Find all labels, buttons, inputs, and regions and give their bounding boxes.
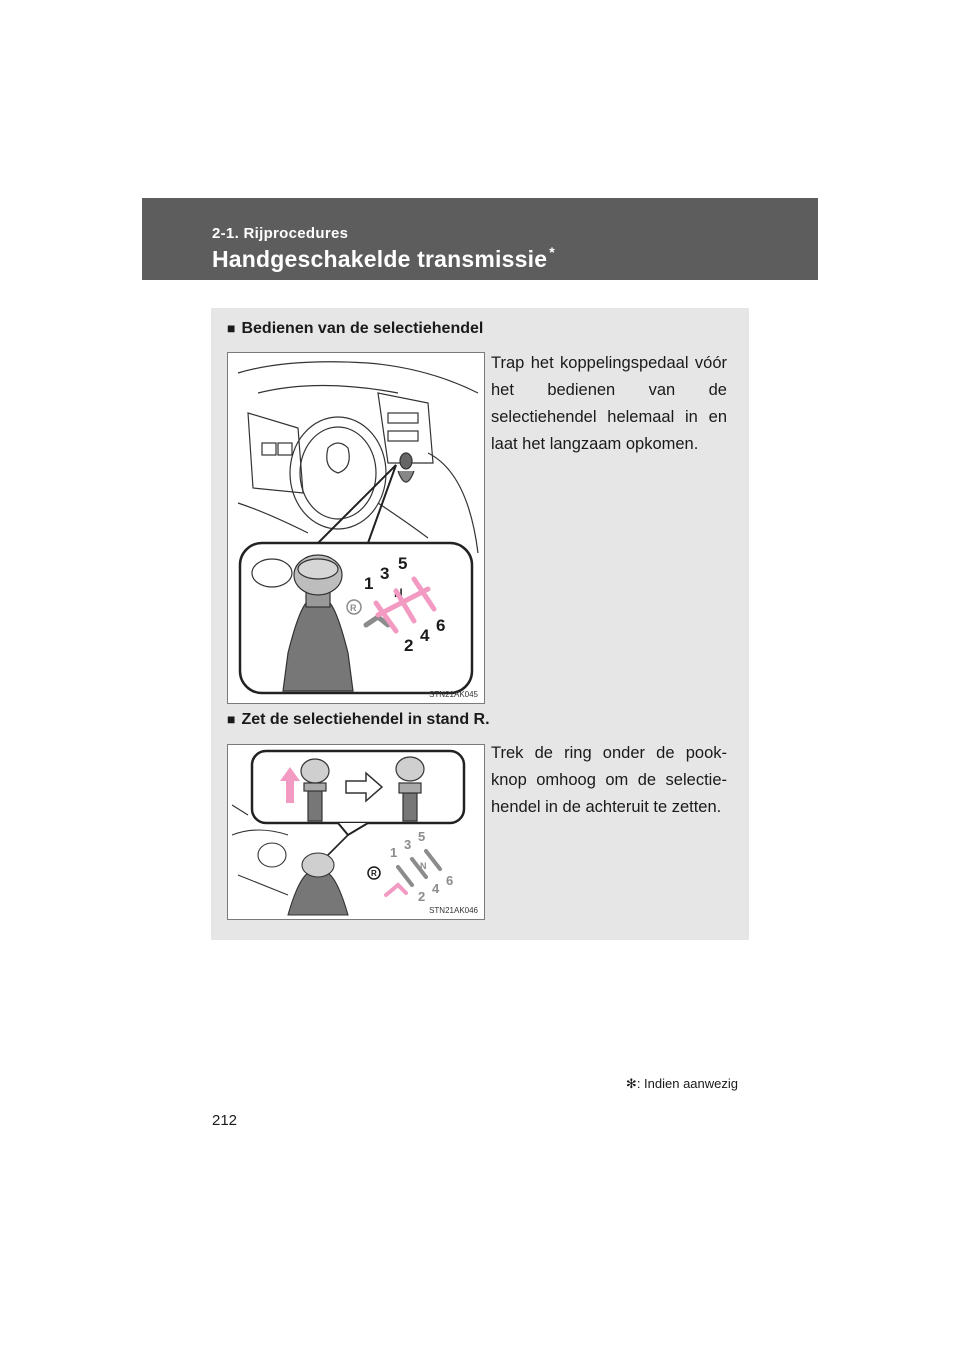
figure-code: STN21AK046 (429, 906, 478, 915)
figure-code: STN21AK045 (429, 690, 478, 699)
section-label: 2-1. Rijprocedures (212, 225, 349, 242)
gear-label-2: 2 (418, 889, 426, 904)
section-heading-text: Zet de selectiehendel in stand R. (241, 711, 490, 728)
gear-label-6: 6 (446, 873, 454, 888)
header-band (142, 198, 818, 280)
reverse-lift-ring-icon (228, 745, 484, 919)
figure-reverse-ring (227, 744, 485, 920)
gear-label-5: 5 (398, 554, 408, 573)
gear-label-n: N (394, 586, 403, 600)
section-heading-operate-lever (227, 320, 483, 338)
gear-label-3: 3 (404, 837, 412, 852)
footnote: ✻: Indien aanwezig (625, 1076, 738, 1091)
gear-label-5: 5 (418, 829, 426, 844)
bullet-square: ■ (227, 320, 236, 336)
page-title-text: Handgeschakelde transmissie (212, 246, 548, 272)
gear-label-6: 6 (436, 616, 446, 635)
gear-label-4: 4 (432, 881, 440, 896)
gear-label-n: N (420, 861, 427, 871)
gear-label-1: 1 (364, 574, 374, 593)
gear-label-4: 4 (420, 626, 430, 645)
page-number: 212 (212, 1112, 238, 1129)
gear-label-3: 3 (380, 564, 390, 583)
section-body-text: Trek de ring onder de pook-knop omhoog om de selectie-hendel in de achteruit te zetten. (491, 744, 727, 816)
gear-label-r: R (350, 603, 357, 613)
bullet-square: ■ (227, 711, 236, 727)
gear-label-1: 1 (390, 845, 398, 860)
gear-label-r: R (371, 869, 377, 878)
section-heading-reverse (227, 711, 490, 729)
page-title (212, 246, 555, 273)
content-box (211, 308, 749, 940)
figure-shift-lever-cabin (227, 352, 485, 704)
gear-label-2: 2 (404, 636, 414, 655)
section-body-text: Trap het koppelingspedaal vóór het bedienen van de selectiehendel helemaal in en laat het langzaam opkomen. (491, 354, 727, 453)
title-footnote-mark: * (549, 244, 555, 260)
section-heading-text: Bedienen van de selectiehendel (241, 320, 484, 337)
gear-shift-pattern-icon (228, 353, 484, 703)
